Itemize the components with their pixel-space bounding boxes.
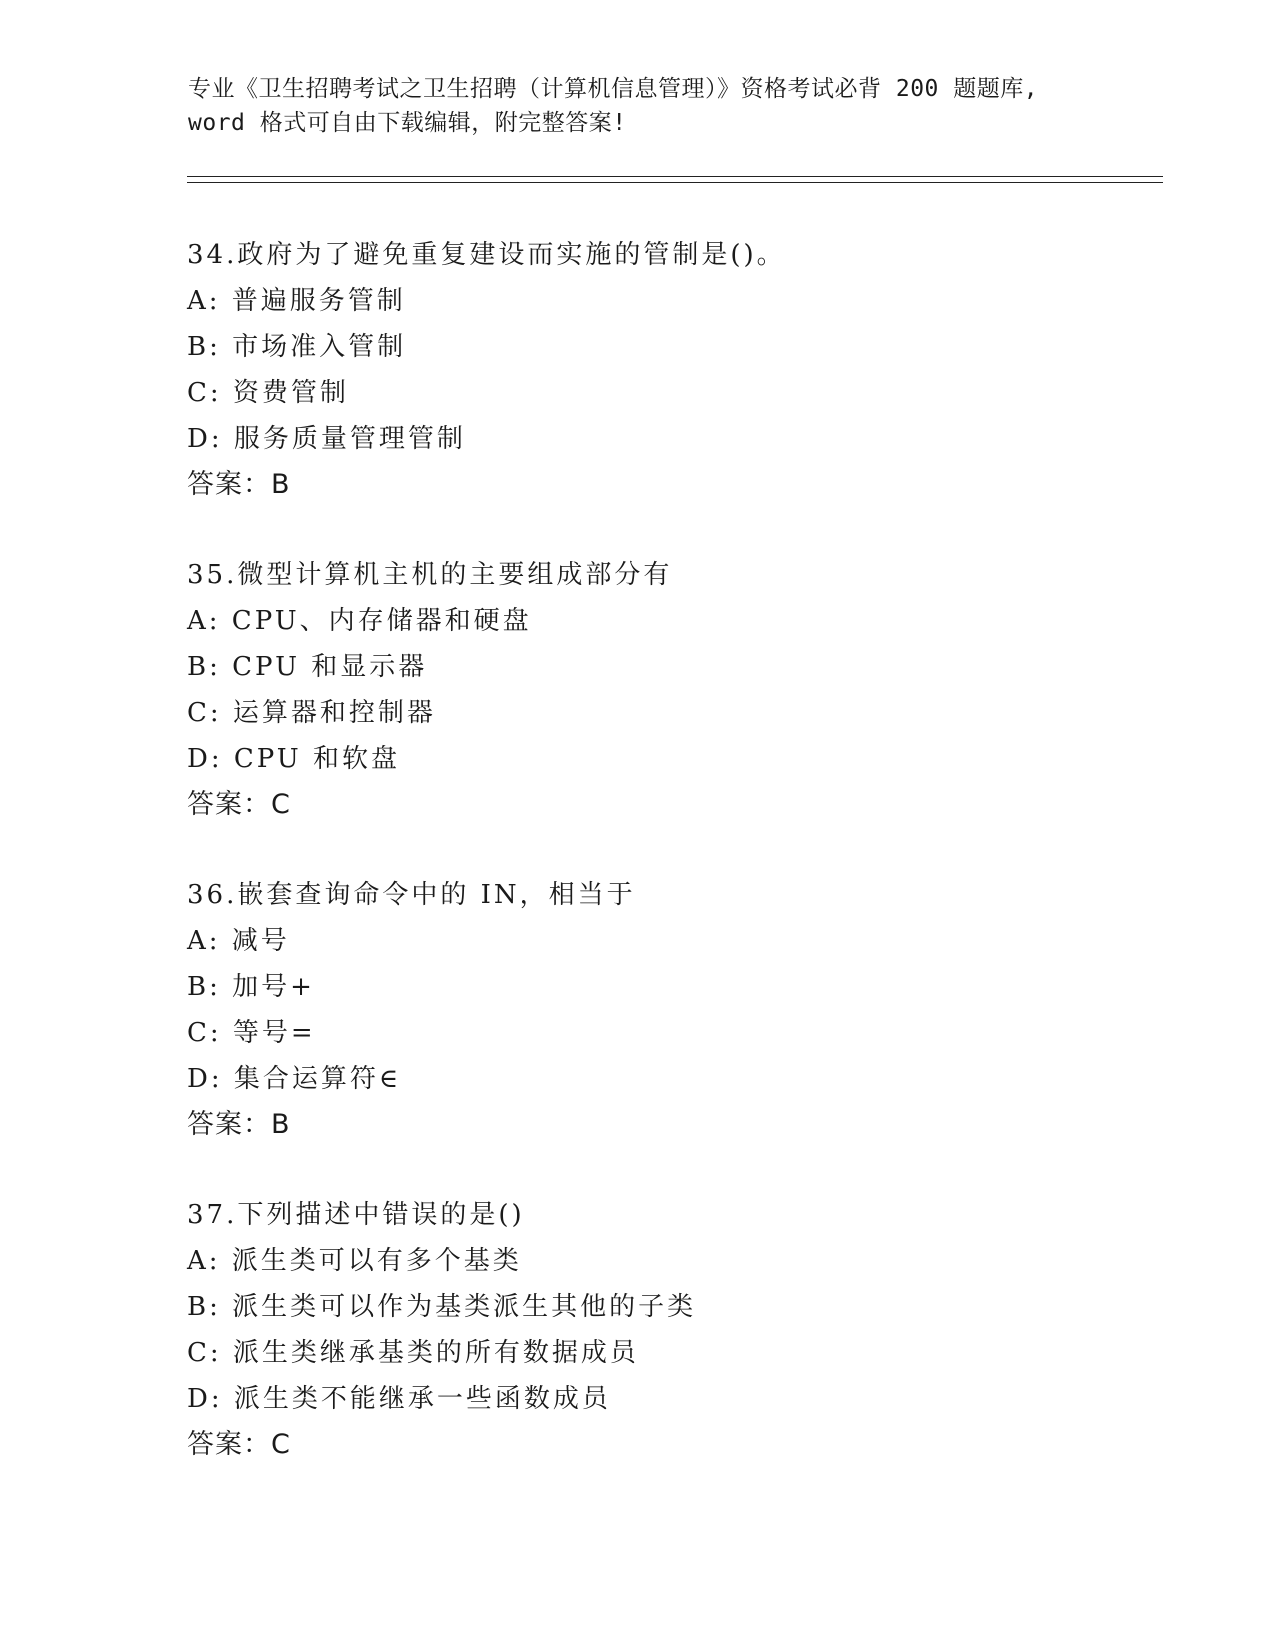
option-text: 服务质量管理管制	[222, 424, 466, 454]
option-text: 派生类可以有多个基类	[220, 1246, 522, 1276]
option-letter: D:	[187, 744, 223, 774]
option-text: CPU 和显示器	[220, 652, 428, 682]
question-stem: 35.微型计算机主机的主要组成部分有	[187, 560, 673, 590]
question-stem: 34.政府为了避免重复建设而实施的管制是()。	[187, 240, 786, 270]
option-b	[187, 964, 636, 1010]
option-text: CPU、内存储器和硬盘	[220, 606, 532, 636]
option-letter: B:	[187, 1292, 221, 1322]
option-text: 减号	[220, 926, 290, 956]
option-letter: C:	[187, 698, 222, 728]
option-c	[187, 1010, 636, 1056]
question-34	[187, 232, 786, 508]
option-b	[187, 1284, 696, 1330]
option-letter: A:	[187, 926, 221, 956]
option-a	[187, 918, 636, 964]
option-a	[187, 598, 672, 644]
option-text: 运算器和控制器	[221, 698, 436, 728]
option-c	[187, 690, 672, 736]
option-letter: D:	[187, 424, 223, 454]
answer-line: 答案：B	[187, 1109, 291, 1140]
option-d	[187, 416, 786, 462]
option-text: 加号+	[220, 972, 315, 1002]
option-c	[187, 370, 786, 416]
option-text: 普遍服务管制	[220, 286, 406, 316]
question-stem: 36.嵌套查询命令中的 IN，相当于	[187, 880, 636, 910]
option-b	[187, 324, 786, 370]
option-d	[187, 736, 672, 782]
option-d	[187, 1376, 696, 1422]
option-letter: A:	[187, 286, 221, 316]
option-letter: D:	[187, 1064, 223, 1094]
question-37	[187, 1192, 696, 1468]
header-divider-top	[187, 176, 1163, 177]
option-a	[187, 278, 786, 324]
answer-line: 答案：C	[187, 789, 291, 820]
option-d	[187, 1056, 636, 1102]
question-36	[187, 872, 636, 1148]
option-text: 派生类不能继承一些函数成员	[222, 1384, 611, 1414]
option-text: CPU 和软盘	[222, 744, 400, 774]
option-letter: B:	[187, 972, 221, 1002]
option-letter: B:	[187, 652, 221, 682]
option-letter: C:	[187, 378, 222, 408]
header-line-1: 专业《卫生招聘考试之卫生招聘（计算机信息管理）》资格考试必背 200 题题库,	[188, 76, 1039, 102]
header-line-2: word 格式可自由下载编辑，附完整答案!	[188, 110, 627, 136]
option-text: 资费管制	[221, 378, 349, 408]
document-header	[188, 72, 1088, 140]
option-letter: A:	[187, 606, 221, 636]
question-35	[187, 552, 672, 828]
header-divider-bottom	[187, 182, 1163, 183]
option-letter: D:	[187, 1384, 223, 1414]
option-a	[187, 1238, 696, 1284]
option-text: 等号=	[221, 1018, 316, 1048]
question-stem: 37.下列描述中错误的是()	[187, 1200, 525, 1230]
option-letter: B:	[187, 332, 221, 362]
option-text: 派生类继承基类的所有数据成员	[221, 1338, 639, 1368]
option-c	[187, 1330, 696, 1376]
answer-line: 答案：B	[187, 469, 291, 500]
option-letter: C:	[187, 1338, 222, 1368]
option-text: 集合运算符∈	[222, 1064, 402, 1094]
option-letter: A:	[187, 1246, 221, 1276]
answer-line: 答案：C	[187, 1429, 291, 1460]
option-b	[187, 644, 672, 690]
option-text: 派生类可以作为基类派生其他的子类	[220, 1292, 697, 1322]
option-letter: C:	[187, 1018, 222, 1048]
option-text: 市场准入管制	[220, 332, 407, 362]
